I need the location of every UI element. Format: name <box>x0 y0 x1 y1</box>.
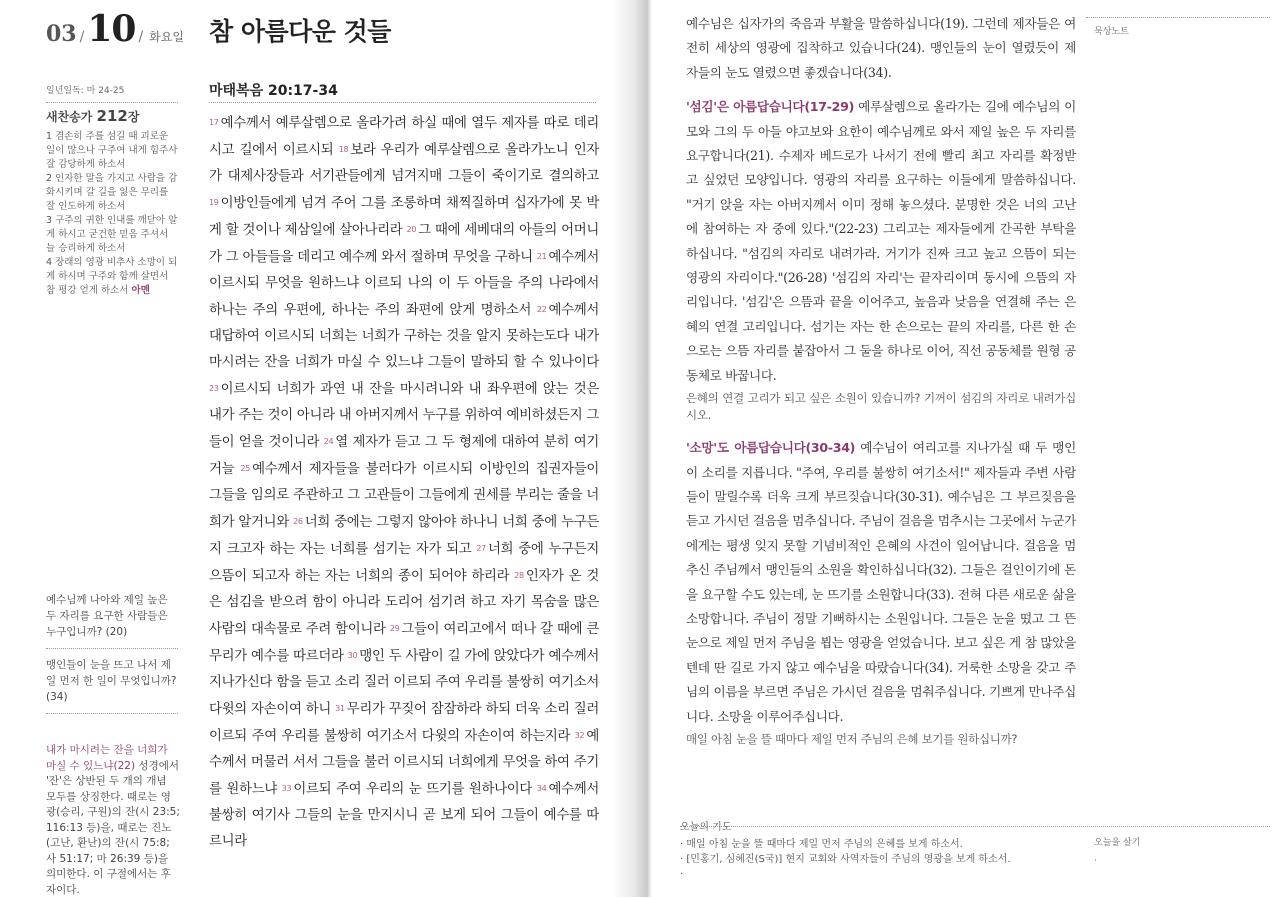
verse-number: 27 <box>476 544 486 553</box>
application-question: 은혜의 연결 고리가 되고 싶은 소원이 있습니까? 기꺼이 섬김의 자리로 내려가십시오. <box>686 391 1076 423</box>
today-living-bullet: · <box>1094 856 1097 866</box>
verse-text: 그들이 여리고에서 떠나 갈 때에 큰 무리가 예수를 따르더라 <box>209 622 599 664</box>
verse-number: 22 <box>536 305 547 314</box>
verse-text: 열 제자가 듣고 그 두 형제에 대하여 분히 여기거늘 <box>209 435 599 477</box>
question-divider <box>46 713 178 714</box>
sidebar <box>46 84 178 298</box>
reflection-questions <box>46 592 178 722</box>
hymn-number: 212 <box>96 107 128 125</box>
verse-number: 21 <box>536 252 547 261</box>
verse-number: 34 <box>536 784 547 793</box>
verse-number: 25 <box>240 464 251 473</box>
section-heading: '소망'도 아름답습니다(30-34) <box>686 440 856 456</box>
verse-text: 예수께서 대답하여 이르시되 너희는 너희가 구하는 것을 알지 못하는도다 내가 마시려는 잔을 너희가 마실 수 있느냐 그들이 말하되 할 수 있나이다 <box>209 303 599 370</box>
date-day: 10 <box>87 8 136 50</box>
question-item: 예수님께 나아와 제일 높은 두 자리를 요구한 사람들은 누구입니까? (20) <box>46 594 168 638</box>
amen: 아멘 <box>131 285 150 296</box>
yearly-reading: 일년일독: 마 24-25 <box>46 84 178 103</box>
meditation-note-label: 묵상노트 <box>1094 27 1129 37</box>
study-note-body: 성경에서 '잔'은 상반된 두 개의 개념 모두를 상징한다. 때로는 영광(승리, 구원)의 잔(시 23:5; 116:13 등)을, 때로는 진노(고난, 환난)의 잔(시 75:8; 사 51:17; 마 26:39 등)을 의미한다. 이 구절에서는 후자이다. <box>46 759 180 896</box>
verse-number: 20 <box>406 225 417 234</box>
verse-number: 33 <box>281 784 292 793</box>
verse-number: 30 <box>347 651 358 660</box>
note-header-divider <box>1086 17 1270 18</box>
verse-text: 너희 중에는 그렇지 않아야 하나니 너희 중에 누구든지 크고자 하는 자는 너희를 섬기는 자가 되고 <box>209 515 599 557</box>
today-living-label: 오늘을 살기 <box>1094 838 1141 848</box>
hymn-verses <box>46 130 178 298</box>
hymn-prefix: 새찬송가 <box>46 110 97 124</box>
prayer-item: · <box>680 869 684 880</box>
hymn-verse: 3 구주의 귀한 인내를 깨닫아 알게 하시고 굳건한 믿음 주셔서 늘 승리하게 하소서 <box>46 215 178 254</box>
verse-number: 18 <box>338 145 349 154</box>
prayer-item: · [민홍기, 심혜진(S국)] 현지 교회와 사역자들이 주님의 영광을 보게 하소서. <box>680 854 1011 865</box>
section-body: 예수님이 여리고를 지나가실 때 두 맹인이 소리를 지릅니다. "주여, 우리를 불쌍히 여기소서!" 제자들과 주변 사람들이 말릴수록 더욱 크게 부르짖습니다(30-31). 예수님은 그 부르짖음을 듣고 가시던 걸음을 멈추십니다. 주님이 걸음을 멈추시는 그곳에서 누군가에게는 평생 잊지 못할 기념비적인 은혜의 사건이 일어납니다. 걸음을 멈추신 주님께서 맹인들의 소원을 확인하십니다(32). 그들은 걸인이기에 돈을 요구할 수도 있는데, 눈 뜨기를 소원합니다(33). 전혀 다른 새로운 삶을 소망합니다. 주님이 정말 기뻐하시는 소원입니다. 그들은 눈을 떴고 그 뜬 눈으로 제일 먼저 주님을 뵙는 영광을 얻었습니다. 보고 싶은 게 참 많았을 텐데 딴 길로 가지 않고 예수님을 따랐습니다(34). 거룩한 소망을 갖고 주님의 이름을 부르면 주님은 가시던 걸음을 멈춰주십니다. 기쁘게 만나주십니다. 소망을 이루어주십니다. <box>686 440 1076 724</box>
prayer-item: · 매일 아침 눈을 뜰 때마다 제일 먼저 주님의 은혜를 보게 하소서. <box>680 839 963 850</box>
verse-text: 이방인들에게 넘겨 주어 그를 조롱하며 채찍질하며 십자가에 못 박게 할 것이나 제삼일에 살아나리라 <box>209 196 599 238</box>
meditation-intro: 예수님은 십자가의 죽음과 부활을 말씀하십니다(19). 그런데 제자들은 여전히 세상의 영광에 집착하고 있습니다(24). 맹인들의 눈이 열렸듯이 제자들의 눈도 열렸으면 좋겠습니다(34). <box>686 16 1076 80</box>
verse-text: 이르되 주여 우리의 눈 뜨기를 원하나이다 <box>293 782 537 797</box>
verse-text: 예수께서 이르시되 무엇을 원하느냐 이르되 나의 이 두 아들을 주의 나라에서 하나는 주의 우편에, 하나는 주의 좌편에 앉게 명하소서 <box>209 250 599 318</box>
reference-divider <box>209 102 596 103</box>
question-divider <box>46 648 178 649</box>
study-note-head: 내가 마시려는 잔을 너희가 마실 수 있느냐(22) <box>46 744 168 772</box>
scripture-reference: 마태복음 20:17-34 <box>209 83 338 99</box>
date-weekday: 화요일 <box>149 30 184 44</box>
page-title: 참 아름다운 것들 <box>209 17 391 46</box>
study-note <box>46 743 180 898</box>
verse-text: 예수께서 제자들을 불러다가 이르시되 이방인의 집권자들이 그들을 임의로 주관하고 그 고관들이 그들에게 권세를 부리는 줄을 너희가 알거니와 <box>209 462 599 530</box>
date-header <box>46 8 184 50</box>
question-item: 맹인들이 눈을 뜨고 나서 제일 먼저 한 일이 무엇입니까? (34) <box>46 659 177 703</box>
verse-text: 이르시되 너희가 과연 내 잔을 마시려니와 내 좌우편에 앉는 것은 내가 주는 것이 아니라 내 아버지께서 누구를 위하여 예비하셨든지 그들이 얻을 것이니라 <box>209 382 599 450</box>
verse-number: 17 <box>209 118 219 127</box>
scripture-text <box>209 110 599 855</box>
hymn-verse: 1 겸손히 주를 섬길 때 괴로운 일이 많으나 구주여 내게 힘주사 잘 감당하게 하소서 <box>46 131 178 170</box>
today-prayer <box>680 820 1080 882</box>
verse-text: 너희 중에 누구든지 으뜸이 되고자 하는 자는 너희의 종이 되어야 하리라 <box>209 542 599 584</box>
verse-number: 28 <box>514 571 524 580</box>
application-question: 매일 아침 눈을 뜰 때마다 제일 먼저 주님의 은혜 보기를 원하십니까? <box>686 731 1018 746</box>
date-month: 03 <box>46 21 77 47</box>
verse-number: 32 <box>574 731 585 740</box>
hymn-label <box>46 109 178 124</box>
section-heading: '섬김'은 아름답습니다(17-29) <box>686 99 855 115</box>
verse-text: 예수께서 머물러 서서 그들을 불러 이르시되 너희에게 무엇을 하여 주기를 원하느냐 <box>209 729 599 797</box>
date-slash: / <box>79 29 85 45</box>
left-page <box>0 0 635 897</box>
verse-number: 19 <box>209 198 219 207</box>
verse-number: 23 <box>209 384 219 393</box>
hymn-verse-text: 4 장래의 영광 비추사 소망이 되게 하시며 구주와 함께 살면서 참 평강 얻게 하소서 <box>46 257 178 296</box>
verse-number: 24 <box>323 437 334 446</box>
date-separator: / <box>138 29 144 45</box>
hymn-verse <box>46 256 178 298</box>
meditation-text <box>686 12 1076 760</box>
verse-text: 맹인 두 사람이 길 가에 앉았다가 예수께서 지나가신다 함을 듣고 소리 질러 이르되 주여 우리를 불쌍히 여기소서 다윗의 자손이여 하니 <box>209 649 599 717</box>
hymn-verse: 2 인자한 말을 가지고 사람을 감화시키며 갈 길을 잃은 무리를 잘 인도하게 하소서 <box>46 173 178 212</box>
verse-text: 보라 우리가 예루살렘으로 올라가노니 인자가 대제사장들과 서기관들에게 넘겨지매 그들이 죽이기로 결의하고 <box>209 143 599 184</box>
verse-text: 예수께서 예루살렘으로 올라가려 하실 때에 열두 제자를 따로 데리시고 길에서 이르시되 <box>209 116 599 158</box>
verse-text: 예수께서 불쌍히 여기사 그들의 눈을 만지시니 곧 보게 되어 그들이 예수를 따르니라 <box>209 782 599 849</box>
meditation-section <box>686 95 1076 388</box>
verse-number: 29 <box>389 624 400 633</box>
verse-text: 무리가 꾸짖어 잠잠하라 하되 더욱 소리 질러 이르되 주여 우리를 불쌍히 여기소서 다윗의 자손이여 하는지라 <box>209 702 599 744</box>
meditation-section <box>686 436 1076 729</box>
verse-number: 31 <box>335 704 345 713</box>
section-body: 예루살렘으로 올라가는 길에 예수님의 이모와 그의 두 아들 야고보와 요한이 예수님께로 와서 제일 높은 두 자리를 요구합니다(21). 수제자 베드로가 나서기 전에 빨리 최고 자리를 확정받고 싶었던 모양입니다. 영광의 자리를 요구하는 이들에게 말씀하십니다. "거기 앉을 자는 아버지께서 이미 정해 놓으셨다. 분명한 것은 너의 고난에 참여하는 자 중에 있다."(22-23) 그리고는 제자들에게 간곡한 부탁을 하십니다. "섬김의 자리로 내려가라. 거기가 진짜 크고 높고 으뜸이 되는 영광의 자리이다."(26-28) '섬김의 자리'는 끝자리이며 동시에 으뜸의 자리입니다. '섬김'은 으뜸과 끝을 이어주고, 높음과 낮음을 연결해 주는 은혜의 연결 고리입니다. 섬기는 자는 한 손으로는 끝의 자리를, 다른 한 손으로는 으뜸 자리를 붙잡아서 그 둘을 하나로 이어, 직선 공동체를 원형 공동체로 바꿉니다. <box>686 99 1076 383</box>
hymn-suffix: 장 <box>127 110 140 124</box>
verse-text: 인자가 온 것은 섬김을 받으려 함이 아니라 도리어 섬기려 하고 자기 목숨을 많은 사람의 대속물로 주려 함이니라 <box>209 569 599 637</box>
verse-number: 26 <box>293 517 303 526</box>
today-prayer-heading: 오늘의 기도 <box>680 822 732 833</box>
verse-text: 그 때에 세베대의 아들의 어머니가 그 아들들을 데리고 예수께 와서 절하며 무엇을 구하니 <box>209 223 599 265</box>
